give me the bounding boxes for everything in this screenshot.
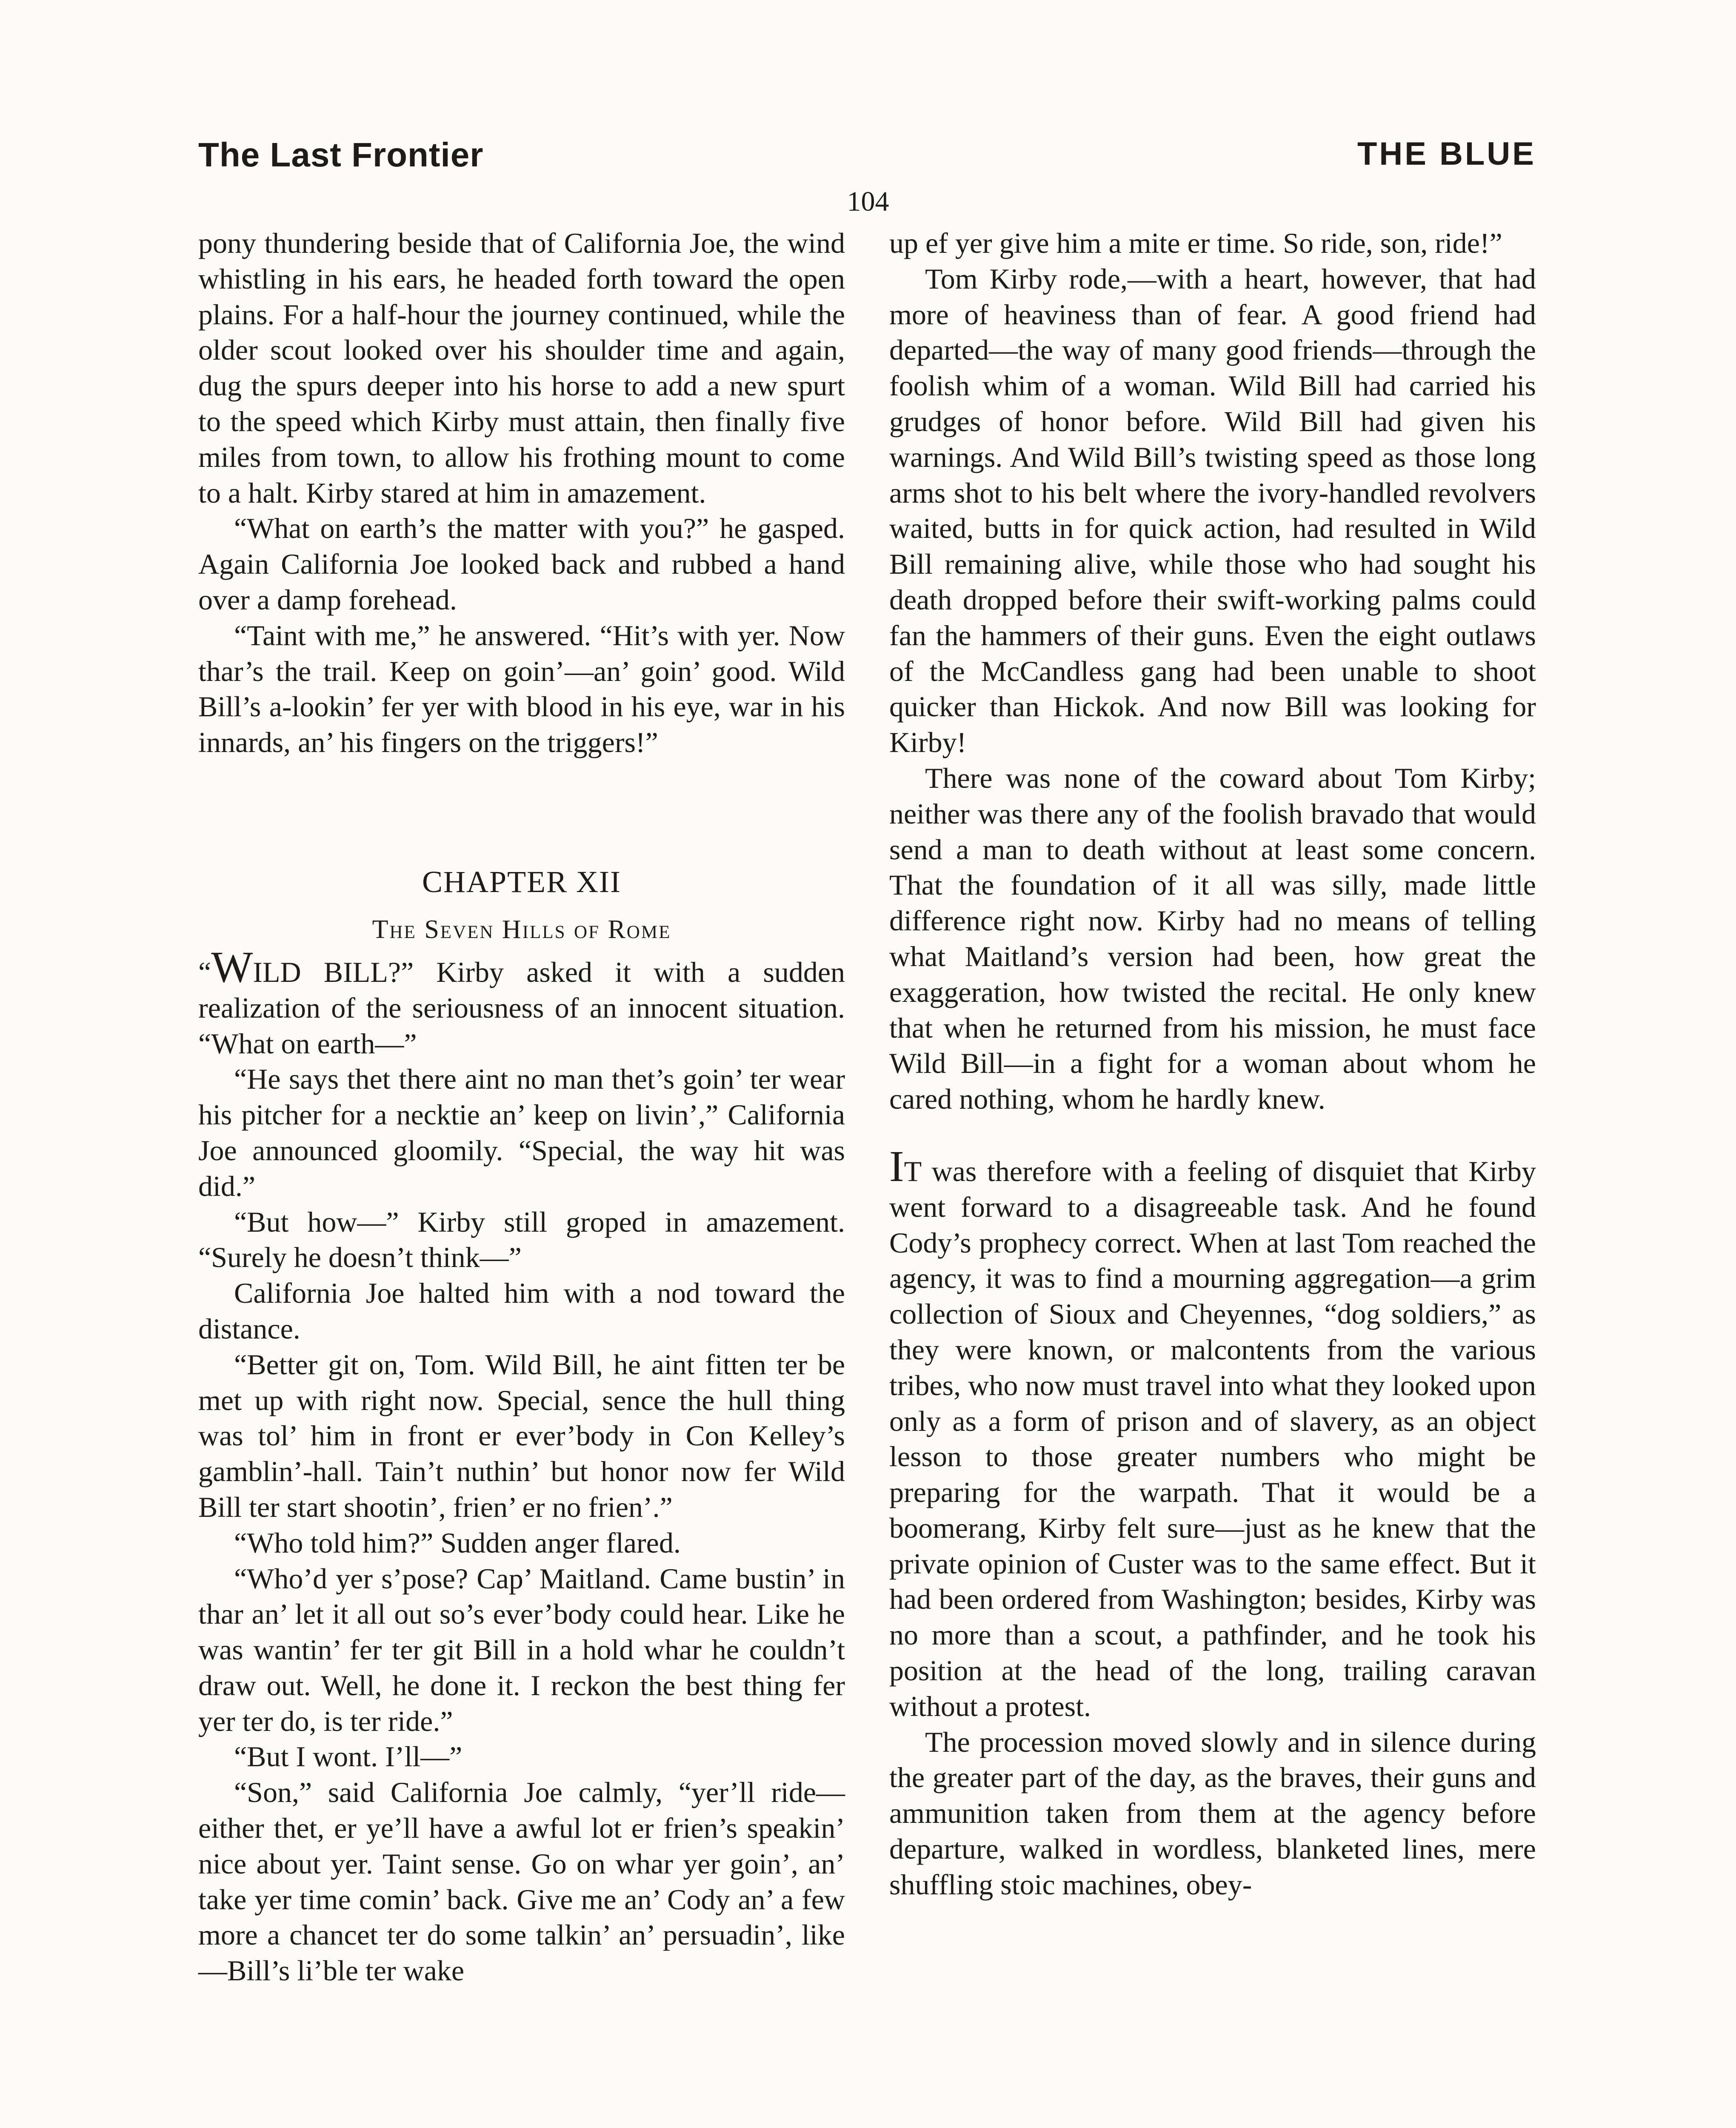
chapter-title: CHAPTER XII	[422, 864, 621, 899]
paragraph: There was none of the coward about Tom Kirby; neither was there any of the foolish bravado that would send a man to death without at least some concern. That the foundation of it all was silly, made little difference right now. Kirby had no means of telling what Maitland’s version had been, how great the exaggeration, how twisted the recital. He only knew that when he returned from his mission, he must face Wild Bill—in a fight for a woman about whom he cared nothing, whom he hardly knew.	[889, 761, 1536, 1115]
paragraph: California Joe halted him with a nod toward the distance.	[198, 1277, 845, 1345]
paragraph: “Son,” said California Joe calmly, “yer’ll ride—either thet, er ye’ll have a awful lot er frien’s speakin’ nice about yer. Taint sense. Go on whar yer goin’, an’ take yer time comin’ back. Give me an’ Cody an’ a few more a chancet ter do some talkin’ an’ persuadin’, like—Bill’s li’ble ter wake	[198, 1776, 845, 1987]
chapter-opening-paragraph: “WILD BILL?” Kirby asked it with a sudden realization of the seriousness of an innocent situation. “What on earth—”	[198, 942, 845, 1060]
section-break	[889, 1117, 1536, 1153]
left-column	[198, 226, 845, 1989]
magazine-title: THE BLUE	[1357, 136, 1536, 172]
paragraph: pony thundering beside that of California Joe, the wind whistling in his ears, he headed forth toward the open plains. For a half-hour the journey continued, while the older scout looked over his shoulder time and again, dug the spurs deeper into his horse to add a new spurt to the speed which Kirby must attain, then finally five miles from town, to allow his frothing mount to come to a halt. Kirby stared at him in amazement.	[198, 227, 845, 509]
running-title: The Last Frontier	[198, 136, 484, 174]
page-number: 104	[847, 186, 889, 217]
chapter-subtitle: The Seven Hills of Rome	[372, 915, 671, 944]
paragraph: up ef yer give him a mite er time. So ride, son, ride!”	[889, 227, 1502, 259]
paragraph: “But how—” Kirby still groped in amazement. “Surely he doesn’t think—”	[198, 1205, 845, 1274]
paragraph: The procession moved slowly and in silence during the greater part of the day, as the braves, their guns and ammunition taken from them at the agency before departure, walked in wordless, blanketed lines, mere shuffling stoic machines, obey-	[889, 1725, 1536, 1901]
paragraph: “But I wont. I’ll—”	[234, 1740, 463, 1773]
paragraph: “Who’d yer s’pose? Cap’ Maitland. Came bustin’ in thar an’ let it all out so’s ever’body could hear. Like he was wantin’ fer ter git Bill in a hold whar he couldn’t draw out. Well, he done it. I reckon the best thing fer yer ter do, is ter ride.”	[198, 1562, 845, 1737]
section-opening-paragraph: IT was therefore with a feeling of disquiet that Kirby went forward to a disagreeable task. And he found Cody’s prophecy correct. When at last Tom reached the agency, it was to find a mourning aggregation—a grim collection of Sioux and Cheyennes, “dog soldiers,” as they were known, or malcontents from the various tribes, who now must travel into what they looked upon only as a form of prison and of slavery, as an object lesson to those greater numbers who might be preparing for the warpath. That it would be a boomerang, Kirby felt sure—just as he knew that the private opinion of Custer was to the same effect. But it had been ordered from Washington; besides, Kirby was no more than a scout, a pathfinder, and he took his position at the head of the long, trailing caravan without a protest.	[889, 1141, 1536, 1722]
paragraph: “He says thet there aint no man thet’s goin’ ter wear his pitcher for a necktie an’ keep on livin’,” California Joe announced gloomily. “Special, the way hit was did.”	[198, 1063, 845, 1202]
opening-quote: “	[198, 955, 211, 988]
paragraph: Tom Kirby rode,—with a heart, however, that had more of heaviness than of fear. A good friend had departed—the way of many good friends—through the foolish whim of a woman. Wild Bill had carried his grudges of honor before. Wild Bill had given his warnings. And Wild Bill’s twisting speed as those long arms shot to his belt where the ivory-handled revolvers waited, butts in for quick action, had resulted in Wild Bill remaining alive, while those who had sought his death dropped before their swift-working palms could fan the hammers of their guns. Even the eight outlaws of the McCandless gang had been unable to shoot quicker than Hickok. And now Bill was looking for Kirby!	[889, 262, 1536, 759]
paragraph: “Better git on, Tom. Wild Bill, he aint fitten ter be met up with right now. Special, sence the hull thing was tol’ him in front er ever’body in Con Kelley’s gamblin’-hall. Tain’t nuthin’ but honor now fer Wild Bill ter start shootin’, frien’ er no frien’.”	[198, 1348, 845, 1523]
paragraph: “Who told him?” Sudden anger flared.	[234, 1526, 681, 1559]
paragraph: “What on earth’s the matter with you?” he gasped. Again California Joe looked back and rubbed a hand over a damp forehead.	[198, 512, 845, 616]
right-column	[889, 226, 1536, 1903]
paragraph: “Taint with me,” he answered. “Hit’s with yer. Now thar’s the trail. Keep on goin’—an’ goin’ good. Wild Bill’s a-lookin’ fer yer with blood in his eye, war in his innards, an’ his fingers on the triggers!”	[198, 619, 845, 759]
drop-cap: W	[211, 942, 253, 992]
drop-cap: I	[889, 1141, 904, 1191]
